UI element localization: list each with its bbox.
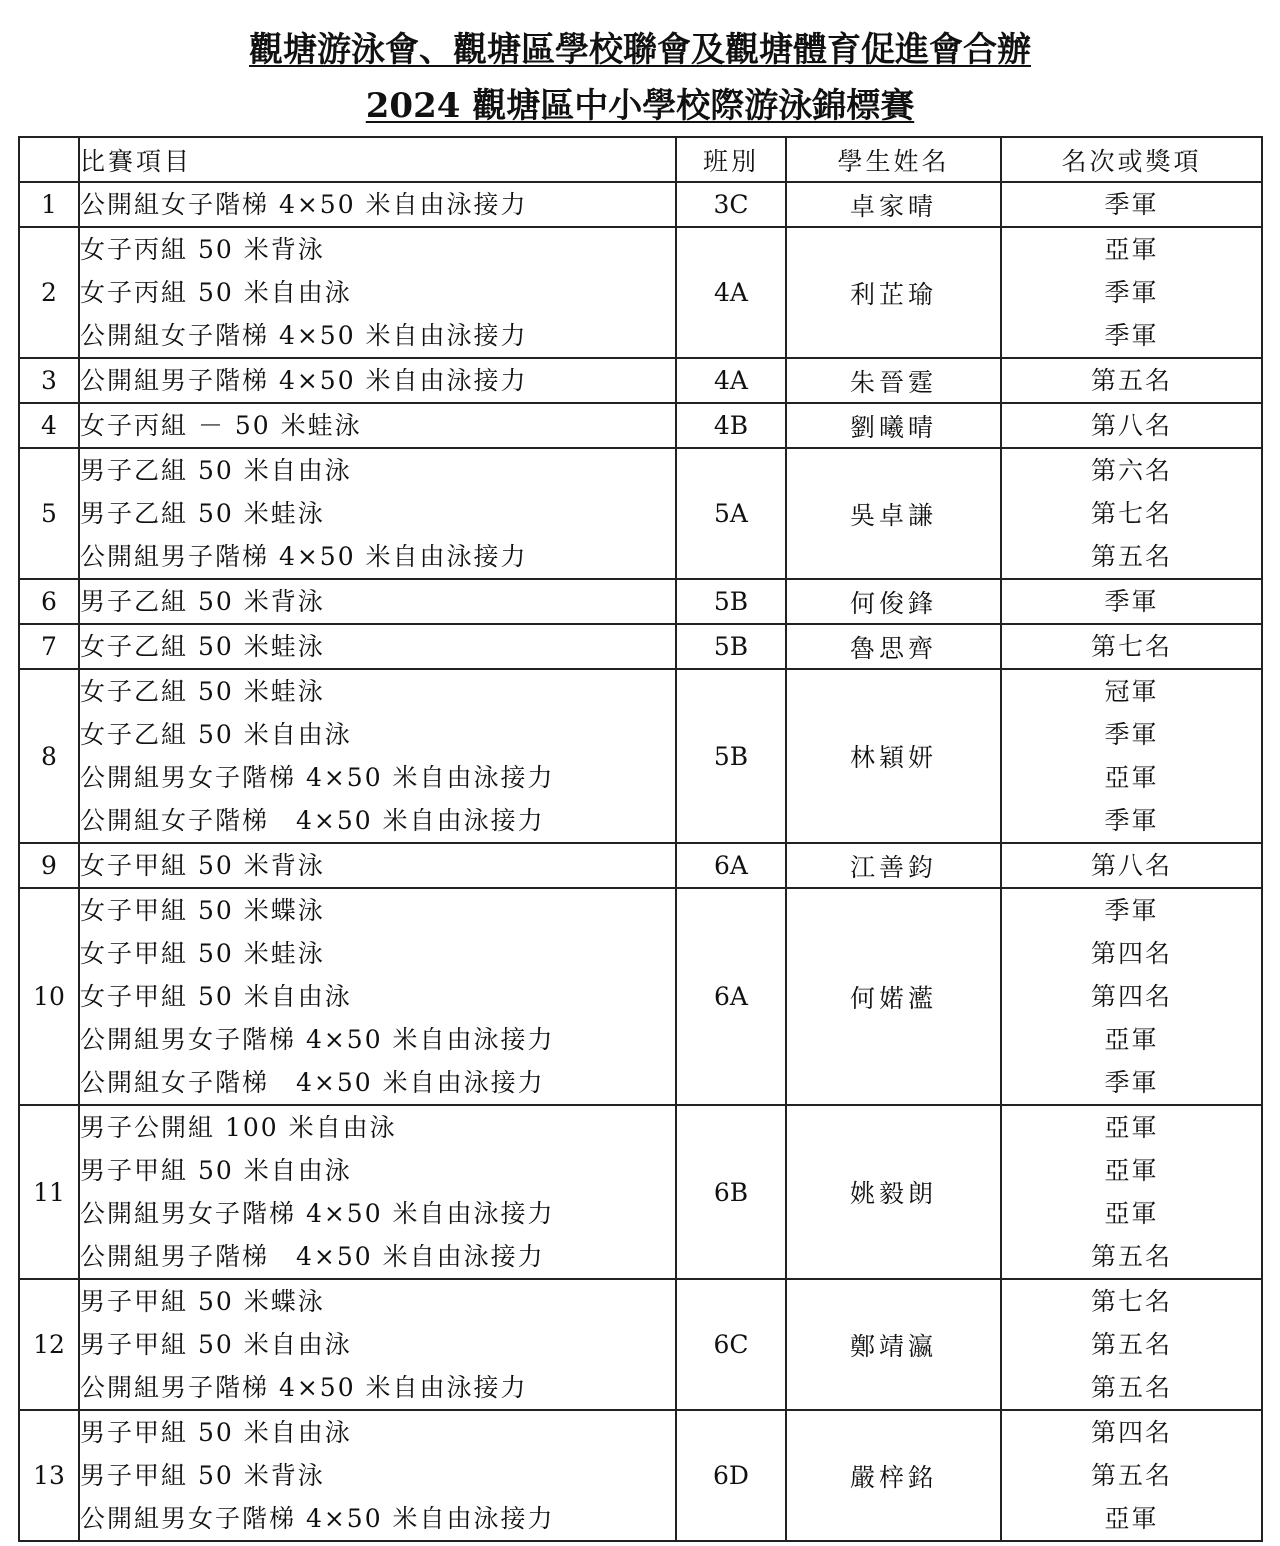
award-line: 亞軍 (1104, 1113, 1159, 1142)
student-name-cell: 吳卓謙 (786, 448, 1001, 579)
award-line: 季軍 (1104, 321, 1159, 350)
award-line: 季軍 (1104, 1068, 1159, 1097)
student-name-cell: 何俊鋒 (786, 579, 1001, 624)
student-name-cell: 卓家晴 (786, 182, 1001, 227)
student-name-cell: 劉曦晴 (786, 403, 1001, 448)
title-line-1 (0, 28, 1280, 72)
table-row (19, 1279, 1262, 1410)
award-line: 季軍 (1104, 806, 1159, 835)
student-name-cell: 朱晉霆 (786, 358, 1001, 403)
award-line: 第五名 (1090, 366, 1172, 395)
event-line: 公開組男女子階梯 4×50 米自由泳接力 (80, 1025, 555, 1054)
event-line: 公開組女子階梯 4×50 米自由泳接力 (80, 190, 528, 219)
award-line: 亞軍 (1104, 1504, 1159, 1533)
class-cell: 5B (676, 669, 786, 843)
award-line: 亞軍 (1104, 763, 1159, 792)
row-number: 13 (19, 1410, 79, 1541)
event-line: 公開組男子階梯 4×50 米自由泳接力 (80, 542, 528, 571)
award-line: 亞軍 (1104, 1025, 1159, 1054)
award-line: 季軍 (1104, 720, 1159, 749)
header-name: 學生姓名 (786, 137, 1001, 182)
class-cell: 6A (676, 888, 786, 1105)
event-line: 公開組女子階梯 4×50 米自由泳接力 (80, 321, 528, 350)
table-row (19, 888, 1262, 1105)
event-line: 女子乙組 50 米蛙泳 (80, 632, 325, 661)
table-row (19, 624, 1262, 669)
event-line: 女子乙組 50 米蛙泳 (80, 677, 325, 706)
award-line: 亞軍 (1104, 1199, 1159, 1228)
event-cell (79, 403, 676, 448)
event-cell (79, 843, 676, 888)
event-line: 女子甲組 50 米蛙泳 (80, 939, 325, 968)
award-line: 第五名 (1090, 1330, 1172, 1359)
table-row (19, 182, 1262, 227)
award-line: 第七名 (1090, 499, 1172, 528)
event-line: 女子丙組 － 50 米蛙泳 (80, 411, 362, 440)
event-cell (79, 624, 676, 669)
award-line: 第四名 (1090, 982, 1172, 1011)
event-line: 公開組男子階梯 4×50 米自由泳接力 (80, 1242, 545, 1271)
award-line: 第八名 (1090, 851, 1172, 880)
table-row (19, 227, 1262, 358)
award-line: 第八名 (1090, 411, 1172, 440)
event-line: 女子丙組 50 米自由泳 (80, 278, 352, 307)
award-line: 季軍 (1104, 190, 1159, 219)
student-name-cell: 江善鈞 (786, 843, 1001, 888)
header-row (19, 137, 1262, 182)
award-line: 亞軍 (1104, 235, 1159, 264)
class-cell: 4A (676, 358, 786, 403)
student-name-cell: 魯思齊 (786, 624, 1001, 669)
student-name-cell: 林穎妍 (786, 669, 1001, 843)
row-number: 1 (19, 182, 79, 227)
event-line: 男子甲組 50 米自由泳 (80, 1156, 352, 1185)
event-cell (79, 579, 676, 624)
student-name-cell: 姚毅朗 (786, 1105, 1001, 1279)
table-row (19, 1410, 1262, 1541)
event-cell (79, 888, 676, 1105)
event-line: 男子甲組 50 米自由泳 (80, 1418, 352, 1447)
class-cell: 3C (676, 182, 786, 227)
award-line: 第五名 (1090, 1242, 1172, 1271)
award-line: 季軍 (1104, 278, 1159, 307)
table-row (19, 579, 1262, 624)
award-cell (1001, 358, 1262, 403)
event-line: 女子乙組 50 米自由泳 (80, 720, 352, 749)
header-event: 比賽項目 (79, 137, 676, 182)
class-cell: 6D (676, 1410, 786, 1541)
title-line-2 (0, 84, 1280, 128)
results-table (18, 136, 1263, 1542)
award-cell (1001, 888, 1262, 1105)
event-line: 公開組男女子階梯 4×50 米自由泳接力 (80, 1199, 555, 1228)
class-cell: 5B (676, 624, 786, 669)
row-number: 8 (19, 669, 79, 843)
event-line: 公開組男女子階梯 4×50 米自由泳接力 (80, 763, 555, 792)
row-number: 2 (19, 227, 79, 358)
award-cell (1001, 1105, 1262, 1279)
award-line: 季軍 (1104, 587, 1159, 616)
award-cell (1001, 1279, 1262, 1410)
event-line: 男子乙組 50 米背泳 (80, 587, 325, 616)
award-cell (1001, 1410, 1262, 1541)
event-cell (79, 448, 676, 579)
event-cell (79, 1105, 676, 1279)
table-row (19, 669, 1262, 843)
row-number: 7 (19, 624, 79, 669)
event-cell (79, 669, 676, 843)
award-cell (1001, 624, 1262, 669)
award-cell (1001, 227, 1262, 358)
row-number: 3 (19, 358, 79, 403)
class-cell: 5A (676, 448, 786, 579)
header-class: 班別 (676, 137, 786, 182)
class-cell: 4B (676, 403, 786, 448)
row-number: 12 (19, 1279, 79, 1410)
event-line: 女子甲組 50 米背泳 (80, 851, 325, 880)
event-line: 女子甲組 50 米自由泳 (80, 982, 352, 1011)
event-line: 男子乙組 50 米自由泳 (80, 456, 352, 485)
event-cell (79, 1279, 676, 1410)
award-cell (1001, 843, 1262, 888)
row-number: 9 (19, 843, 79, 888)
award-cell (1001, 579, 1262, 624)
event-line: 女子丙組 50 米背泳 (80, 235, 325, 264)
event-line: 男子公開組 100 米自由泳 (80, 1113, 397, 1142)
event-line: 男子甲組 50 米自由泳 (80, 1330, 352, 1359)
student-name-cell: 利芷瑜 (786, 227, 1001, 358)
award-line: 第七名 (1090, 1287, 1172, 1316)
event-line: 公開組男子階梯 4×50 米自由泳接力 (80, 1373, 528, 1402)
award-line: 亞軍 (1104, 1156, 1159, 1185)
header-award: 名次或獎項 (1001, 137, 1262, 182)
class-cell: 6B (676, 1105, 786, 1279)
award-cell (1001, 669, 1262, 843)
class-cell: 6A (676, 843, 786, 888)
award-line: 第五名 (1090, 1373, 1172, 1402)
class-cell: 6C (676, 1279, 786, 1410)
table-row (19, 448, 1262, 579)
award-line: 第四名 (1090, 939, 1172, 968)
row-number: 10 (19, 888, 79, 1105)
event-line: 公開組女子階梯 4×50 米自由泳接力 (80, 806, 545, 835)
table-row (19, 843, 1262, 888)
title-line-1-text: 觀塘游泳會、觀塘區學校聯會及觀塘體育促進會合辦 (249, 30, 1031, 70)
row-number: 5 (19, 448, 79, 579)
event-cell (79, 227, 676, 358)
award-line: 第五名 (1090, 542, 1172, 571)
table-row (19, 403, 1262, 448)
award-line: 第七名 (1090, 632, 1172, 661)
award-line: 第六名 (1090, 456, 1172, 485)
event-line: 公開組男子階梯 4×50 米自由泳接力 (80, 366, 528, 395)
table-row (19, 358, 1262, 403)
row-number: 11 (19, 1105, 79, 1279)
student-name-cell: 鄭靖瀛 (786, 1279, 1001, 1410)
event-line: 男子甲組 50 米蝶泳 (80, 1287, 325, 1316)
student-name-cell: 嚴梓銘 (786, 1410, 1001, 1541)
award-line: 冠軍 (1104, 677, 1159, 706)
header-no (19, 137, 79, 182)
event-line: 女子甲組 50 米蝶泳 (80, 896, 325, 925)
event-cell (79, 182, 676, 227)
event-cell (79, 1410, 676, 1541)
award-cell (1001, 403, 1262, 448)
award-cell (1001, 182, 1262, 227)
award-line: 第四名 (1090, 1418, 1172, 1447)
event-line: 男子乙組 50 米蛙泳 (80, 499, 325, 528)
table-body (19, 182, 1262, 1541)
class-cell: 4A (676, 227, 786, 358)
table-row (19, 1105, 1262, 1279)
award-cell (1001, 448, 1262, 579)
event-line: 公開組男女子階梯 4×50 米自由泳接力 (80, 1504, 555, 1533)
award-line: 季軍 (1104, 896, 1159, 925)
title-line-2-text: 2024 觀塘區中小學校際游泳錦標賽 (365, 86, 915, 126)
row-number: 4 (19, 403, 79, 448)
student-name-cell: 何婼灆 (786, 888, 1001, 1105)
row-number: 6 (19, 579, 79, 624)
event-line: 公開組女子階梯 4×50 米自由泳接力 (80, 1068, 545, 1097)
event-line: 男子甲組 50 米背泳 (80, 1461, 325, 1490)
class-cell: 5B (676, 579, 786, 624)
event-cell (79, 358, 676, 403)
award-line: 第五名 (1090, 1461, 1172, 1490)
